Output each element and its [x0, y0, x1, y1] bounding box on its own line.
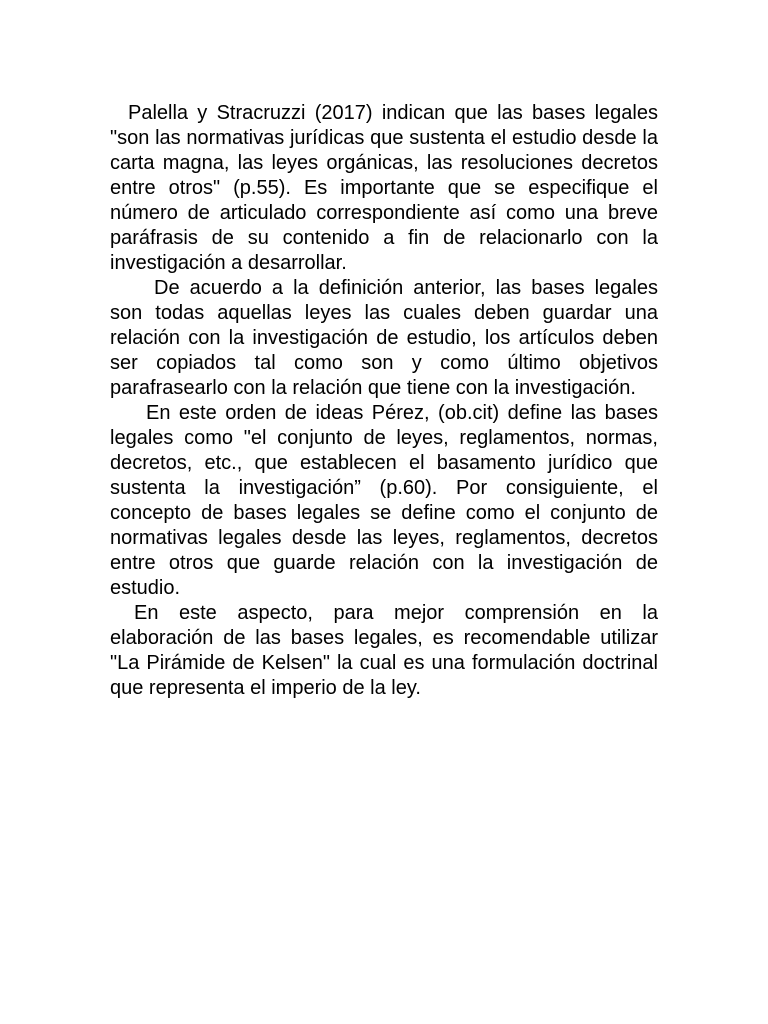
paragraph-3: En este orden de ideas Pérez, (ob.cit) define las bases legales como "el conjunto de leyes, reglamentos, normas, decretos, etc., que establecen el basamento jurídico que sustenta la investigación” (p.60). Por consiguiente, el concepto de bases legales se define como el conjunto de normativas legales desde las leyes, reglamentos, decretos entre otros que guarde relación con la investigación de estudio. — [110, 402, 658, 599]
document-page — [110, 101, 658, 701]
paragraph-4: En este aspecto, para mejor comprensión en la elaboración de las bases legales, es recomendable utilizar "La Pirámide de Kelsen" la cual es una formulación doctrinal que representa el imperio de la ley. — [110, 602, 658, 699]
paragraph-1: Palella y Stracruzzi (2017) indican que las bases legales "son las normativas jurídicas que sustenta el estudio desde la carta magna, las leyes orgánicas, las resoluciones decretos entre otros" (p.55). Es importante que se especifique el número de articulado correspondiente así como una breve paráfrasis de su contenido a fin de relacionarlo con la investigación a desarrollar. — [110, 102, 658, 274]
paragraph-2: De acuerdo a la definición anterior, las bases legales son todas aquellas leyes las cuales deben guardar una relación con la investigación de estudio, los artículos deben ser copiados tal como son y como último objetivos parafrasearlo con la relación que tiene con la investigación. — [110, 277, 658, 399]
